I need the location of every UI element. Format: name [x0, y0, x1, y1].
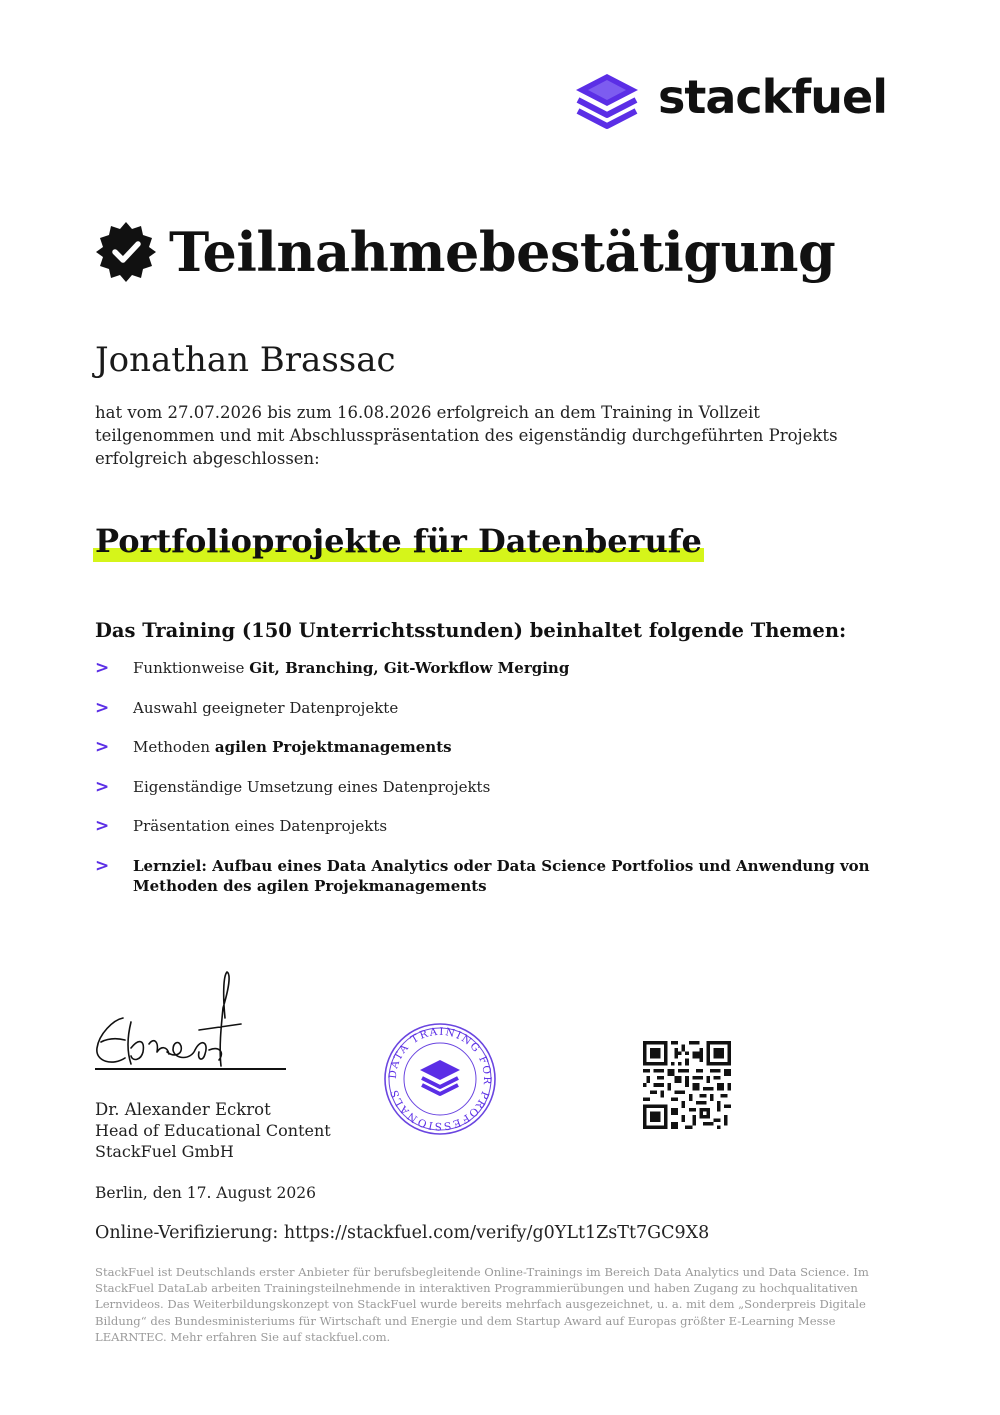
stacked-layers-icon: [420, 1060, 460, 1094]
topics-list: [95, 658, 905, 897]
handwritten-signature: [95, 968, 295, 1072]
place-date: Berlin, den 17. August 2026: [95, 1184, 316, 1202]
signer-role: Head of Educational Content: [95, 1121, 331, 1140]
certificate-title: Teilnahmebestätigung: [169, 220, 836, 284]
signer-block: [95, 1099, 331, 1162]
intro-text: hat vom 27.07.2026 bis zum 16.08.2026 erfolgreich an dem Training in Vollzeit teilgenommen und mit Abschlusspräsentation des eigenständig durchgeführten Projekts erfolgreich abgeschlossen:: [95, 403, 838, 468]
seal-text: DATA TRAINING FOR PROFESSIONALS: [386, 1025, 494, 1133]
seal-stamp: [383, 1022, 497, 1136]
participant-name: Jonathan Brassac: [95, 340, 396, 380]
chevron-right-icon: >: [95, 658, 110, 678]
chevron-right-icon: >: [95, 855, 110, 876]
list-item: > Methoden agilen Projektmanagements: [95, 737, 452, 757]
signature-line: [95, 1068, 286, 1070]
stacked-layers-icon: [574, 72, 640, 130]
chevron-right-icon: >: [95, 697, 110, 718]
list-item: > Lernziel: Aufbau eines Data Analytics oder Data Science Portfolios und Anwendung von Methoden des agilen Projekmanagements: [95, 855, 870, 895]
verified-badge-icon: [95, 221, 157, 283]
chevron-right-icon: >: [95, 737, 110, 757]
signer-company: StackFuel GmbH: [95, 1142, 234, 1161]
course-title: Portfolioprojekte für Datenberufe: [95, 522, 702, 560]
list-item: > Präsentation eines Datenprojekts: [95, 816, 388, 836]
chevron-right-icon: >: [95, 816, 110, 836]
list-item: > Eigenständige Umsetzung eines Datenprojekts: [95, 776, 491, 797]
brand-name: stackfuel: [658, 70, 887, 124]
stackfuel-logo: [574, 72, 914, 130]
list-item: > Funktionweise Git, Branching, Git-Workflow Merging: [95, 658, 570, 678]
list-item: > Auswahl geeigneter Datenprojekte: [95, 697, 399, 718]
verification-link[interactable]: Online-Verifizierung: https://stackfuel.com/verify/g0YLt1ZsTt7GC9X8: [95, 1223, 710, 1243]
footer-text: StackFuel ist Deutschlands erster Anbieter für berufsbegleitende Online-Trainings im Bereich Data Analytics und Data Science. Im StackFuel DataLab arbeiten Trainingsteilnehmende in interaktiven Programmierübungen und haben Zugang zu hochqualitativen Lernvideos. Das Weiterbildungskonzept von StackFuel wurde bereits mehrfach ausgezeichnet, u. a. mit dem „Sonderpreis Digitale Bildung“ des Bundesministeriums für Wirtschaft und Energie und dem Startup Award auf Europas größter E-Learning Messe LEARNTEC. Mehr erfahren Sie auf stackfuel.com.: [95, 1265, 869, 1344]
title-row: [95, 212, 835, 292]
signer-name: Dr. Alexander Eckrot: [95, 1100, 271, 1119]
chevron-right-icon: >: [95, 776, 110, 797]
topics-heading: Das Training (150 Unterrichtsstunden) beinhaltet folgende Themen:: [95, 619, 847, 642]
qr-code: [643, 1041, 731, 1129]
course-block: [93, 518, 704, 564]
